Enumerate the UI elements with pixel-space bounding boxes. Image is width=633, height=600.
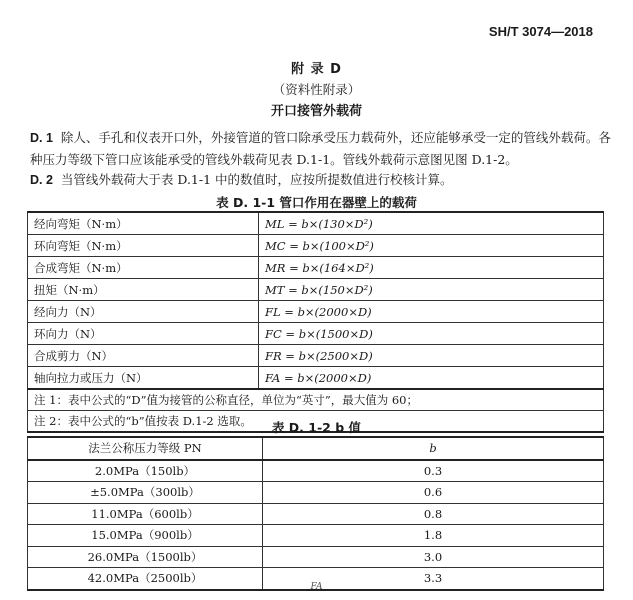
appendix-note: （资料性附录） <box>272 82 361 97</box>
header-pressure-class: 法兰公称压力等级 PN <box>28 437 263 460</box>
table-row <box>28 482 604 504</box>
appendix-heading: 开口接管外载荷 <box>270 104 362 119</box>
pressure-class: 26.0MPa（1500lb） <box>28 546 263 568</box>
load-label: 合成剪力（N） <box>28 345 259 367</box>
paragraph-text: 当管线外载荷大于表 D.1-1 中的数值时，应按所提数值进行校核计算。 <box>60 172 453 187</box>
load-label: 经向力（N） <box>28 301 259 323</box>
load-formula: MR = b×(164×D²) <box>259 257 604 279</box>
table1-caption: 表 D. 1-1 管口作用在器壁上的载荷 <box>216 195 417 210</box>
table-row <box>28 235 604 257</box>
table-row <box>28 525 604 547</box>
table-row <box>28 460 604 482</box>
load-formula: FR = b×(2500×D) <box>259 345 604 367</box>
load-formula: ML = b×(130×D²) <box>259 212 604 235</box>
load-label: 合成弯矩（N·m） <box>28 257 259 279</box>
table-row <box>28 367 604 390</box>
load-label: 环向力（N） <box>28 323 259 345</box>
load-formula: FA = b×(2000×D) <box>259 367 604 390</box>
paragraph-number: D. 2 <box>30 173 53 187</box>
table-row <box>28 546 604 568</box>
paragraph-d2 <box>30 169 620 191</box>
load-label: 环向弯矩（N·m） <box>28 235 259 257</box>
load-table <box>27 211 604 433</box>
figure-symbol-fa: FA <box>310 582 323 592</box>
b-value: 3.0 <box>263 546 604 568</box>
paragraph-number: D. 1 <box>30 131 53 145</box>
b-value: 0.3 <box>263 460 604 482</box>
appendix-title: 附 录 D <box>291 62 342 77</box>
table-note <box>28 389 604 411</box>
note-text: 注 2：表中公式的“b”值按表 D.1-2 选取。 <box>28 411 604 433</box>
b-value: 0.8 <box>263 503 604 525</box>
load-formula: FC = b×(1500×D) <box>259 323 604 345</box>
pressure-class: 42.0MPa（2500lb） <box>28 568 263 590</box>
load-label: 扭矩（N·m） <box>28 279 259 301</box>
header-b: b <box>263 437 604 460</box>
table-row <box>28 279 604 301</box>
load-formula: FL = b×(2000×D) <box>259 301 604 323</box>
note-text: 注 1：表中公式的“D”值为接管的公称直径，单位为“英寸”，最大值为 60； <box>28 389 604 411</box>
b-value: 0.6 <box>263 482 604 504</box>
b-value: 1.8 <box>263 525 604 547</box>
paragraph-text: 除人、手孔和仪表开口外，外接管道的管口除承受压力载荷外，还应能够承受一定的管线外载荷。各种压力等级下管口应该能承受的管线外载荷见表 D.1-1。管线外载荷示意图见图 D.1-2。 <box>30 130 611 167</box>
table-row <box>28 503 604 525</box>
pressure-class: 15.0MPa（900lb） <box>28 525 263 547</box>
table-header-row <box>28 437 604 460</box>
table-row <box>28 345 604 367</box>
load-formula: MC = b×(100×D²) <box>259 235 604 257</box>
table-row <box>28 323 604 345</box>
load-label: 轴向拉力或压力（N） <box>28 367 259 390</box>
standard-code: SH/T 3074—2018 <box>488 24 593 39</box>
table-row <box>28 257 604 279</box>
paragraph-d1 <box>30 127 620 170</box>
pressure-class: 2.0MPa（150lb） <box>28 460 263 482</box>
b-value-table <box>27 436 604 591</box>
pressure-class: 11.0MPa（600lb） <box>28 503 263 525</box>
table-row <box>28 212 604 235</box>
load-formula: MT = b×(150×D²) <box>259 279 604 301</box>
load-label: 经向弯矩（N·m） <box>28 212 259 235</box>
table-row <box>28 301 604 323</box>
table2-caption: 表 D. 1-2 b 值 <box>271 420 362 435</box>
pressure-class: ±5.0MPa（300lb） <box>28 482 263 504</box>
b-value: 3.3 <box>263 568 604 590</box>
